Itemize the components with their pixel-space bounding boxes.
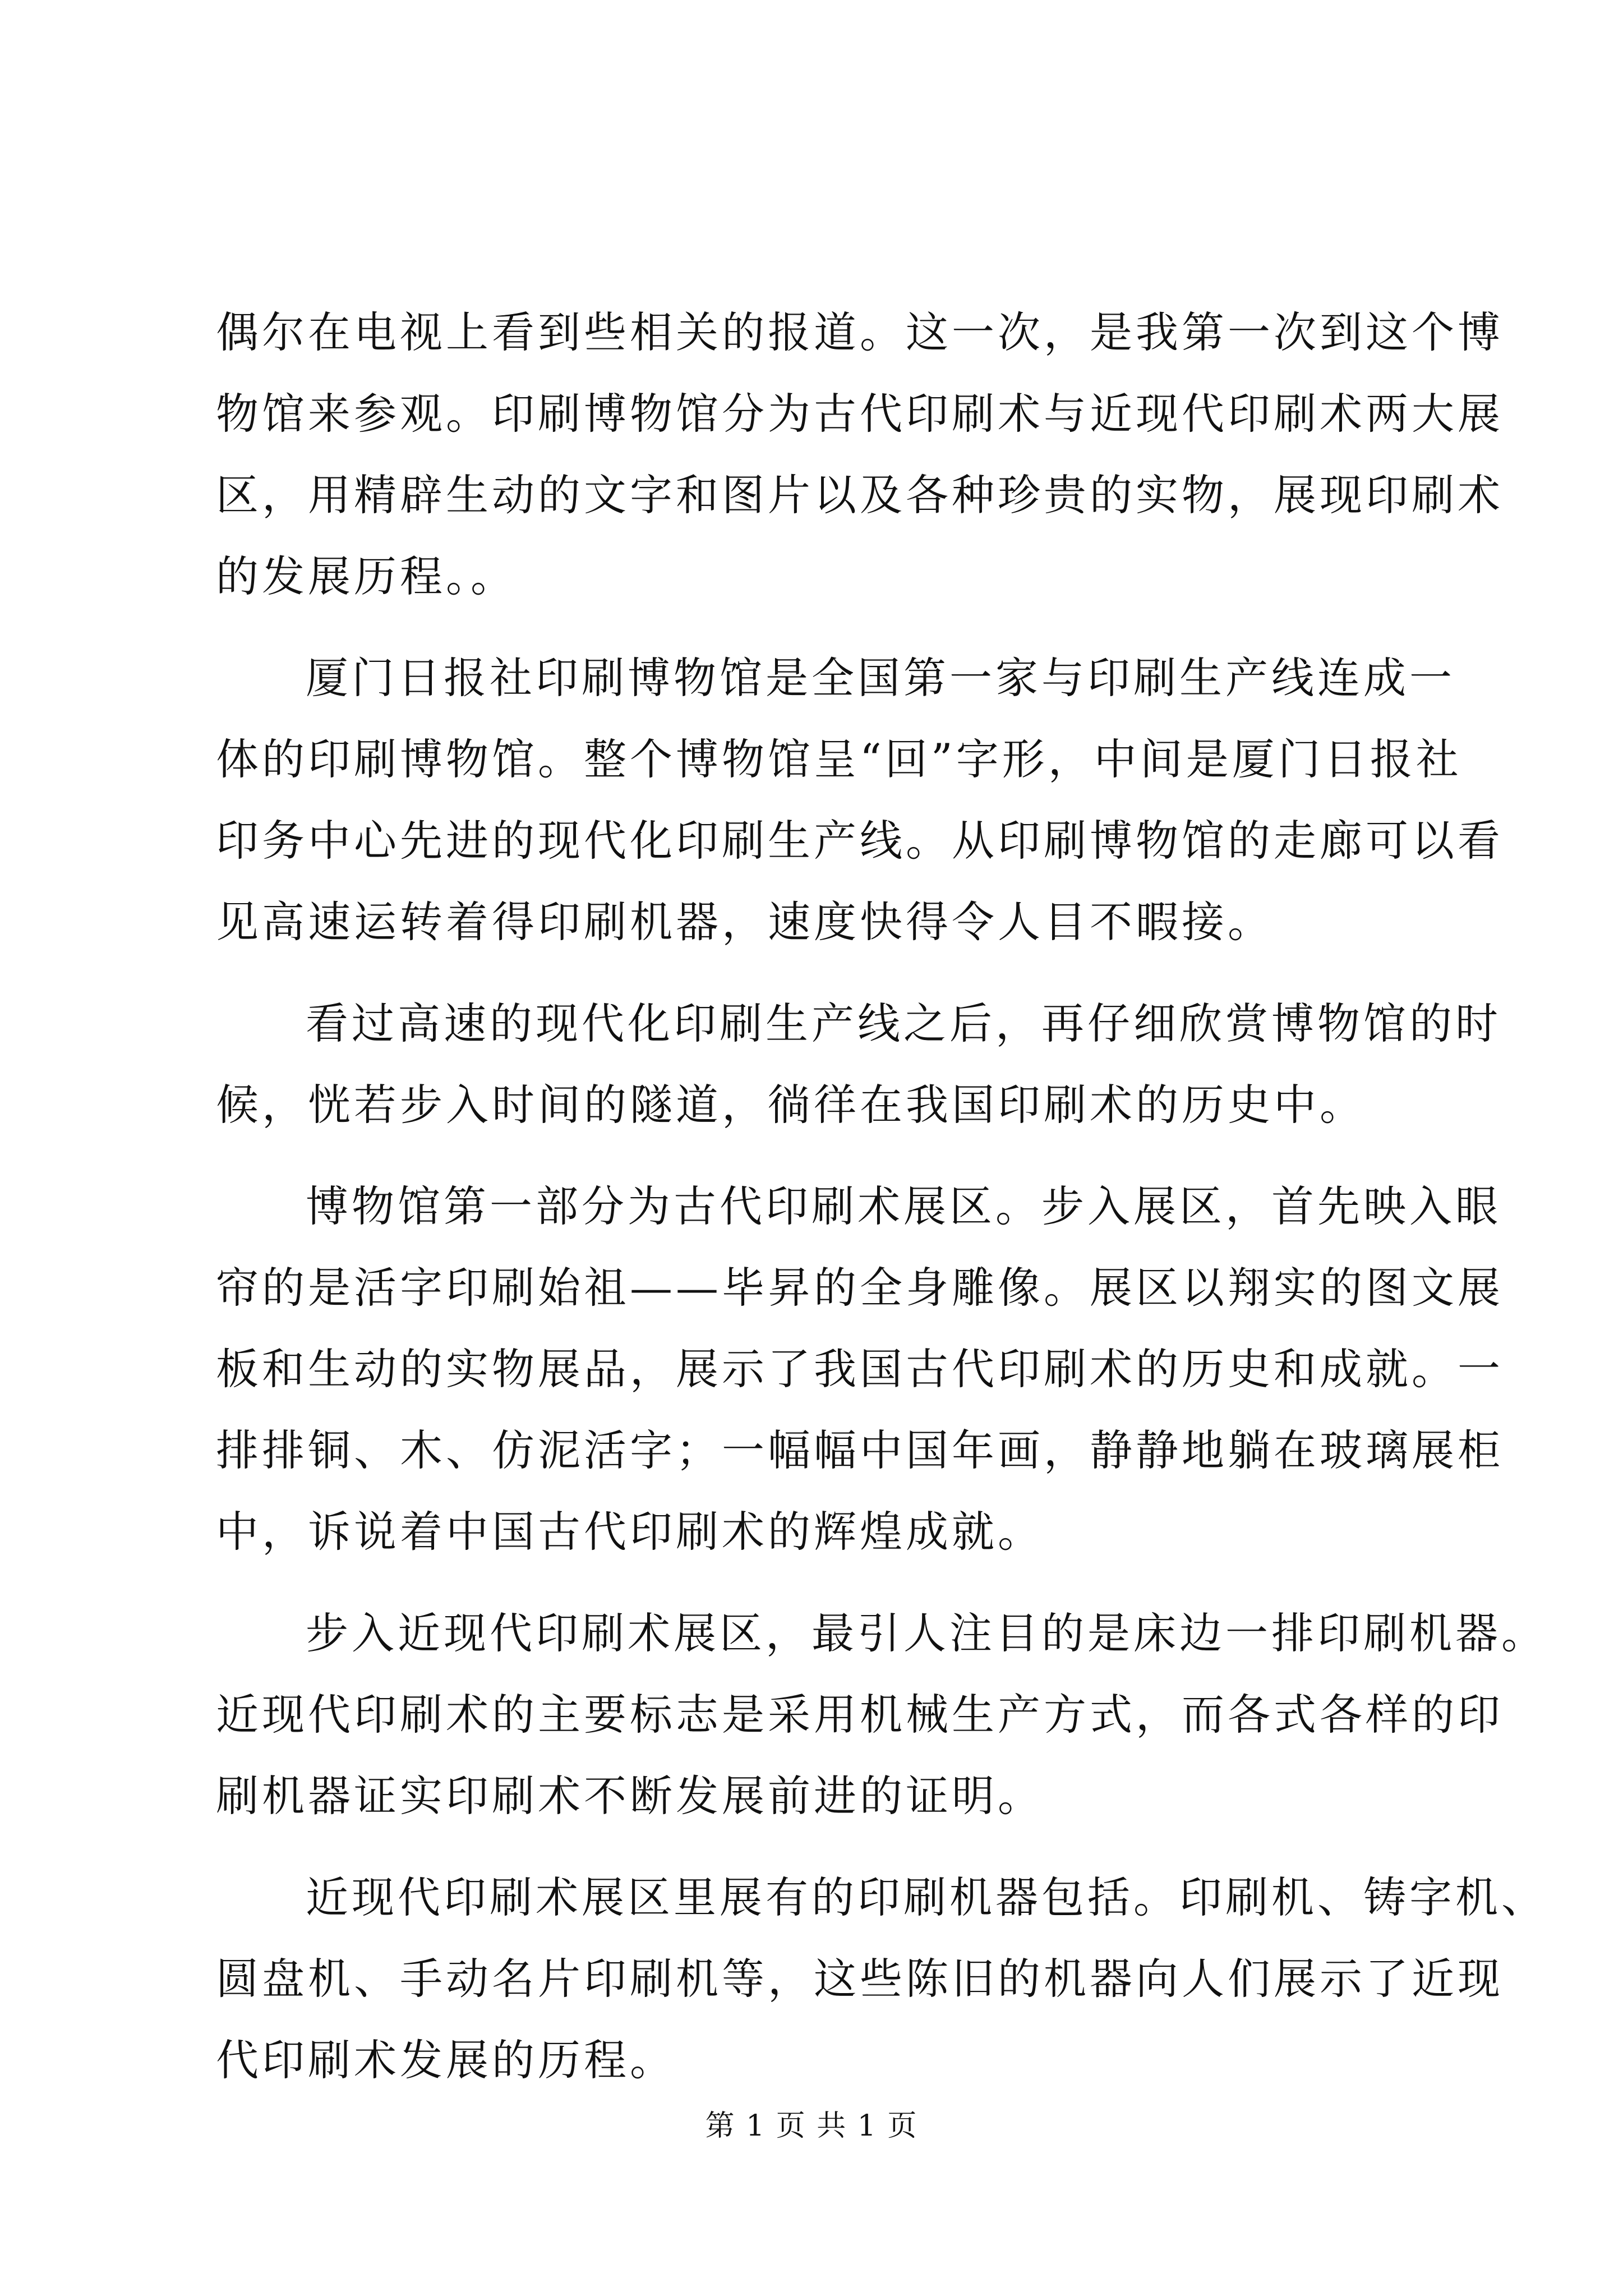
text-line: 板和生动的实物展品，展示了我国古代印刷术的历史和成就。一 (216, 1344, 1504, 1394)
page-footer: 第 1 页 共 1 页 (705, 2109, 918, 2143)
paragraph-2 (216, 637, 1504, 963)
text-line: 代印刷术发展的历程。 (216, 2035, 676, 2085)
text-line: 刷机器证实印刷术不断发展前进的证明。 (216, 1771, 1044, 1821)
text-line: 排排铜、木、仿泥活字；一幅幅中国年画，静静地躺在玻璃展柜 (216, 1425, 1504, 1475)
text-line: 近现代印刷术展区里展有的印刷机器包括。印刷机、铸字机、 (306, 1872, 1547, 1922)
text-line: 中，诉说着中国古代印刷术的辉煌成就。 (216, 1507, 1044, 1557)
text-line: 步入近现代印刷术展区，最引人注目的是床边一排印刷机器。 (306, 1608, 1547, 1658)
paragraph-1 (216, 292, 1504, 617)
document-body (216, 292, 1547, 2121)
text-line: 候，恍若步入时间的隧道，徜徉在我国印刷术的历史中。 (216, 1080, 1366, 1130)
paragraph-5 (216, 1593, 1547, 1837)
text-line: 印务中心先进的现代化印刷生产线。从印刷博物馆的走廊可以看 (216, 816, 1504, 866)
text-line: 见高速运转着得印刷机器，速度快得令人目不暇接。 (216, 897, 1274, 947)
text-line: 区，用精辟生动的文字和图片以及各种珍贵的实物，展现印刷术 (216, 470, 1504, 520)
text-line: 的发展历程。。 (216, 551, 517, 601)
text-line: 体的印刷博物馆。整个博物馆呈“回”字形，中间是厦门日报社 (216, 734, 1462, 784)
text-line: 圆盘机、手动名片印刷机等，这些陈旧的机器向人们展示了近现 (216, 1954, 1504, 2004)
text-line: 看过高速的现代化印刷生产线之后，再仔细欣赏博物馆的时 (306, 999, 1501, 1048)
paragraph-6 (216, 1857, 1547, 2101)
text-line: 偶尔在电视上看到些相关的报道。这一次，是我第一次到这个博 (216, 307, 1504, 357)
text-line: 博物馆第一部分为古代印刷术展区。步入展区，首先映入眼 (306, 1181, 1501, 1231)
text-line: 近现代印刷术的主要标志是采用机械生产方式，而各式各样的印 (216, 1690, 1504, 1740)
text-line: 厦门日报社印刷博物馆是全国第一家与印刷生产线连成一 (306, 653, 1455, 703)
text-line: 物馆来参观。印刷博物馆分为古代印刷术与近现代印刷术两大展 (216, 389, 1504, 439)
paragraph-3 (216, 983, 1501, 1145)
paragraph-4 (216, 1166, 1504, 1572)
text-line: 帘的是活字印刷始祖——毕昇的全身雕像。展区以翔实的图文展 (216, 1263, 1504, 1313)
